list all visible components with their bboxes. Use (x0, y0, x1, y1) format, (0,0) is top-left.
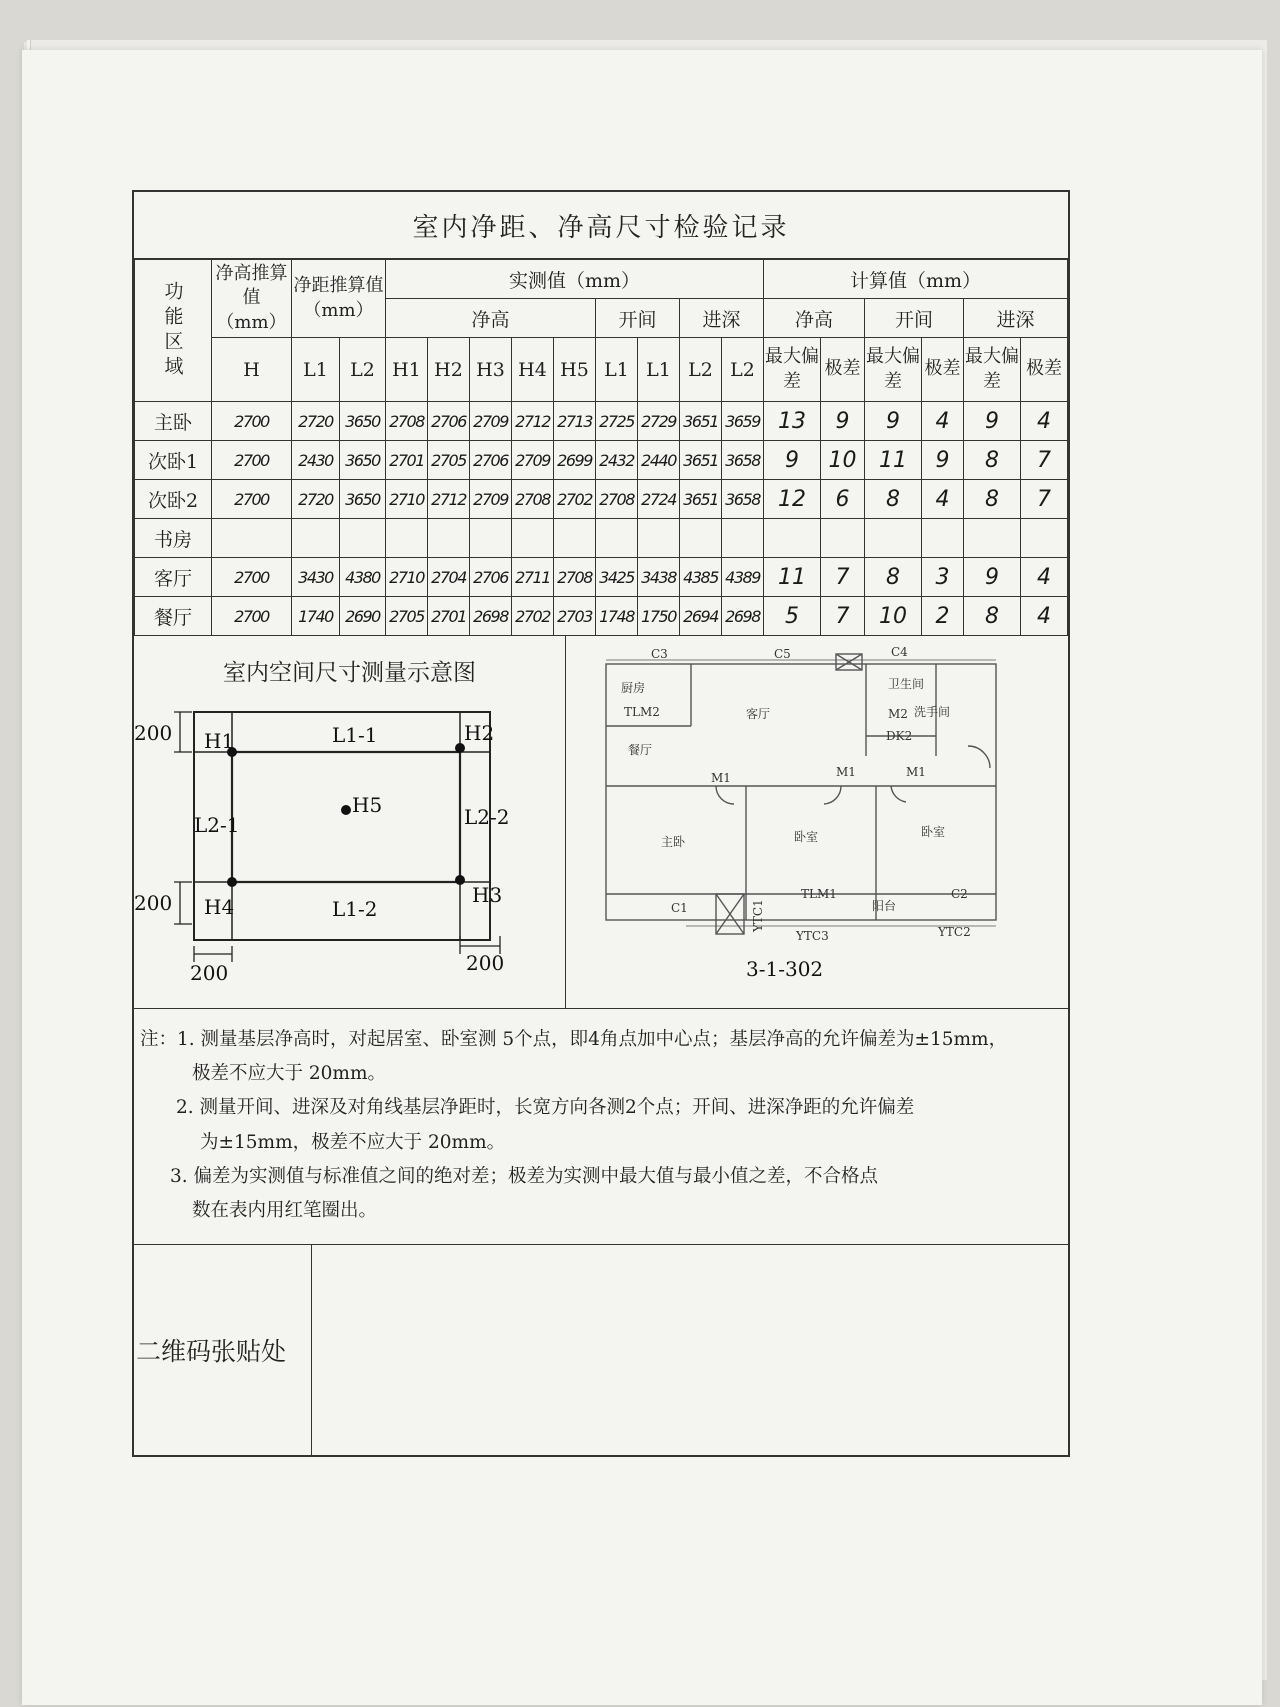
header-c-bay: 开间 (865, 299, 964, 338)
table-row (135, 402, 1068, 441)
cell-h3: 2706 (470, 441, 512, 480)
room-balcony: 阳台 (872, 899, 897, 913)
cell-ml2b (722, 519, 764, 558)
tag-c2: C2 (951, 887, 968, 901)
cell-l2: 4380 (340, 558, 386, 597)
col-d-max-dev: 最大偏差 (964, 338, 1021, 402)
cell-ml1a: 3425 (596, 558, 638, 597)
header-m-net-height: 净高 (386, 299, 596, 338)
cell-hmax: 9 (764, 441, 821, 480)
table-body (135, 402, 1068, 636)
cell-h5: 2699 (554, 441, 596, 480)
col-l2: L2 (340, 338, 386, 402)
cell-ml2a: 3651 (680, 441, 722, 480)
cell-ml2b: 2698 (722, 597, 764, 636)
cell-l1: 2720 (292, 402, 340, 441)
cell-h2: 2701 (428, 597, 470, 636)
room-wash: 洗手间 (914, 705, 951, 719)
cell-hmax: 11 (764, 558, 821, 597)
label-l2-1: L2-1 (194, 813, 240, 837)
cell-l2: 3650 (340, 441, 386, 480)
cell-area: 次卧2 (135, 480, 212, 519)
cell-dmax: 8 (964, 597, 1021, 636)
col-h3: H3 (470, 338, 512, 402)
cell-h1: 2708 (386, 402, 428, 441)
header-h-std: 净高推算值（mm） (212, 260, 292, 338)
cell-h5: 2708 (554, 558, 596, 597)
note-line-5: 3. 偏差为实测值与标准值之间的绝对差；极差为实测中最大值与最小值之差，不合格点 (170, 1165, 879, 1187)
cell-area: 次卧1 (135, 441, 212, 480)
dim-bottom-left: 200 (134, 891, 173, 915)
cell-h4: 2709 (512, 441, 554, 480)
cell-drange: 4 (1021, 402, 1068, 441)
cell-brange: 4 (922, 480, 964, 519)
cell-h4 (512, 519, 554, 558)
cell-hrange: 9 (821, 402, 865, 441)
cell-ml2b: 4389 (722, 558, 764, 597)
cell-h3: 2698 (470, 597, 512, 636)
diagram-title: 室内空间尺寸测量示意图 (223, 660, 476, 686)
table-row (135, 597, 1068, 636)
label-h3: H3 (472, 883, 503, 907)
point-h3 (455, 875, 465, 885)
cell-ml1b: 2724 (638, 480, 680, 519)
note-line-1: 注：1. 测量基层净高时，对起居室、卧室测 5个点，即4角点加中心点；基层净高的允许偏差为±15mm， (140, 1029, 1008, 1050)
cell-h2: 2706 (428, 402, 470, 441)
cell-h2: 2712 (428, 480, 470, 519)
dim-bottom-h: 200 (190, 961, 229, 985)
col-h1: H1 (386, 338, 428, 402)
col-h4: H4 (512, 338, 554, 402)
cell-hmax: 12 (764, 480, 821, 519)
col-h5: H5 (554, 338, 596, 402)
cell-l2 (340, 519, 386, 558)
room-bath: 卫生间 (888, 677, 925, 691)
note-line-3: 2. 测量开间、进深及对角线基层净距时，长宽方向各测2个点；开间、进深净距的允许偏差 (176, 1097, 915, 1119)
cell-h4: 2708 (512, 480, 554, 519)
cell-area: 主卧 (135, 402, 212, 441)
label-h5: H5 (352, 793, 383, 817)
label-h4: H4 (204, 895, 235, 919)
cell-h3 (470, 519, 512, 558)
cell-area: 书房 (135, 519, 212, 558)
cell-l1: 2430 (292, 441, 340, 480)
cell-ml1a: 2725 (596, 402, 638, 441)
cell-hrange: 10 (821, 441, 865, 480)
table-row (135, 441, 1068, 480)
cell-ml2b: 3658 (722, 480, 764, 519)
tag-m2: M2 (888, 707, 908, 721)
header-measured: 实测值（mm） (386, 260, 764, 299)
cell-brange: 2 (922, 597, 964, 636)
header-calc: 计算值（mm） (764, 260, 1068, 299)
cell-h5: 2713 (554, 402, 596, 441)
cell-brange: 3 (922, 558, 964, 597)
col-b-max-dev: 最大偏差 (865, 338, 922, 402)
col-m-l2b: L2 (722, 338, 764, 402)
cell-h5: 2703 (554, 597, 596, 636)
cell-bmax: 11 (865, 441, 922, 480)
cell-ml1b: 3438 (638, 558, 680, 597)
notes-section (134, 1009, 1068, 1245)
cell-l1: 1740 (292, 597, 340, 636)
cell-ml2a (680, 519, 722, 558)
col-h-range: 极差 (821, 338, 865, 402)
cell-h2: 2704 (428, 558, 470, 597)
cell-bmax: 8 (865, 480, 922, 519)
cell-hrange: 6 (821, 480, 865, 519)
cell-dmax (964, 519, 1021, 558)
cell-h4: 2712 (512, 402, 554, 441)
cell-ml2a: 2694 (680, 597, 722, 636)
cell-ml1a (596, 519, 638, 558)
dim-top-left: 200 (134, 721, 173, 745)
cell-h: 2700 (212, 597, 292, 636)
cell-h: 2700 (212, 558, 292, 597)
cell-hrange: 7 (821, 597, 865, 636)
cell-l2: 2690 (340, 597, 386, 636)
cell-h4: 2711 (512, 558, 554, 597)
cell-ml1a: 1748 (596, 597, 638, 636)
cell-bmax: 8 (865, 558, 922, 597)
cell-hmax: 13 (764, 402, 821, 441)
unit-label: 3-1-302 (746, 957, 824, 981)
cell-h: 2700 (212, 480, 292, 519)
cell-brange: 4 (922, 402, 964, 441)
record-table (134, 259, 1068, 636)
room-dining: 餐厅 (628, 743, 653, 757)
cell-h: 2700 (212, 441, 292, 480)
tag-m1-b: M1 (836, 765, 856, 779)
cell-drange: 4 (1021, 558, 1068, 597)
cell-h3: 2706 (470, 558, 512, 597)
floor-plan (566, 636, 1068, 1008)
floor-plan-svg (566, 636, 1065, 1008)
header-c-depth: 进深 (964, 299, 1068, 338)
cell-ml2b: 3658 (722, 441, 764, 480)
col-h2: H2 (428, 338, 470, 402)
room-kitchen: 厨房 (621, 681, 646, 695)
cell-hmax (764, 519, 821, 558)
cell-ml2a: 3651 (680, 402, 722, 441)
cell-drange (1021, 519, 1068, 558)
cell-ml2b: 3659 (722, 402, 764, 441)
cell-ml2a: 4385 (680, 558, 722, 597)
tag-ytc2: YTC2 (938, 925, 971, 939)
cell-h3: 2709 (470, 480, 512, 519)
label-l2-2: L2-2 (464, 805, 510, 829)
cell-brange: 9 (922, 441, 964, 480)
cell-h2: 2705 (428, 441, 470, 480)
table-row (135, 519, 1068, 558)
cell-l2: 3650 (340, 402, 386, 441)
header-m-depth: 进深 (680, 299, 764, 338)
cell-drange: 7 (1021, 480, 1068, 519)
inspection-form (132, 190, 1070, 1457)
room-master: 主卧 (661, 835, 686, 849)
form-title: 室内净距、净高尺寸检验记录 (134, 192, 1068, 259)
qr-paste-area (312, 1245, 1068, 1455)
cell-h1: 2710 (386, 480, 428, 519)
cell-hrange: 7 (821, 558, 865, 597)
room-bed1: 卧室 (794, 830, 819, 844)
room-bed2: 卧室 (921, 825, 946, 839)
label-h2: H2 (464, 721, 495, 745)
note-line-4: 为±15mm，极差不应大于 20mm。 (200, 1131, 506, 1153)
measurement-diagram-svg (134, 636, 565, 1008)
col-b-range: 极差 (922, 338, 964, 402)
cell-l2: 3650 (340, 480, 386, 519)
cell-h1: 2701 (386, 441, 428, 480)
cell-l1: 2720 (292, 480, 340, 519)
cell-area: 餐厅 (135, 597, 212, 636)
cell-l1 (292, 519, 340, 558)
cell-h4: 2702 (512, 597, 554, 636)
tag-c5: C5 (774, 647, 791, 661)
tag-m1-a: M1 (711, 771, 731, 785)
col-m-l2a: L2 (680, 338, 722, 402)
tag-dk2: DK2 (886, 729, 913, 743)
label-h1: H1 (204, 729, 235, 753)
tag-tlm2: TLM2 (624, 705, 660, 719)
cell-l1: 3430 (292, 558, 340, 597)
tag-ytc1: YTC1 (751, 899, 765, 932)
cell-ml1b: 2729 (638, 402, 680, 441)
cell-ml2a: 3651 (680, 480, 722, 519)
cell-dmax: 8 (964, 480, 1021, 519)
col-m-l1a: L1 (596, 338, 638, 402)
cell-drange: 4 (1021, 597, 1068, 636)
cell-h: 2700 (212, 402, 292, 441)
tag-m1-c: M1 (906, 765, 926, 779)
tag-c3: C3 (651, 647, 668, 661)
table-row (135, 480, 1068, 519)
cell-h3: 2709 (470, 402, 512, 441)
cell-h1: 2705 (386, 597, 428, 636)
cell-bmax (865, 519, 922, 558)
note-line-6: 数在表内用红笔圈出。 (192, 1200, 378, 1222)
cell-ml1b (638, 519, 680, 558)
header-area: 功能区域 (135, 260, 212, 402)
col-h: H (212, 338, 292, 402)
tag-c1: C1 (671, 901, 688, 915)
header-l-std: 净距推算值（mm） (292, 260, 386, 338)
cell-dmax: 9 (964, 402, 1021, 441)
header-m-bay: 开间 (596, 299, 680, 338)
cell-ml1a: 2708 (596, 480, 638, 519)
point-h5 (341, 805, 351, 815)
cell-dmax: 9 (964, 558, 1021, 597)
cell-area: 客厅 (135, 558, 212, 597)
cell-h5 (554, 519, 596, 558)
cell-ml1b: 1750 (638, 597, 680, 636)
tag-c4: C4 (891, 645, 908, 659)
cell-bmax: 10 (865, 597, 922, 636)
cell-ml1a: 2432 (596, 441, 638, 480)
cell-dmax: 8 (964, 441, 1021, 480)
col-d-range: 极差 (1021, 338, 1068, 402)
cell-hmax: 5 (764, 597, 821, 636)
col-m-l1b: L1 (638, 338, 680, 402)
label-l1-1: L1-1 (332, 723, 378, 747)
dim-bottom-right: 200 (466, 951, 505, 975)
room-living: 客厅 (746, 707, 771, 721)
point-h4 (227, 877, 237, 887)
table-row (135, 558, 1068, 597)
cell-hrange (821, 519, 865, 558)
header-c-net-height: 净高 (764, 299, 865, 338)
qr-section (134, 1245, 1068, 1455)
cell-h1: 2710 (386, 558, 428, 597)
note-line-2: 极差不应大于 20mm。 (192, 1063, 387, 1085)
cell-h5: 2702 (554, 480, 596, 519)
cell-h (212, 519, 292, 558)
col-h-max-dev: 最大偏差 (764, 338, 821, 402)
col-l1: L1 (292, 338, 340, 402)
cell-drange: 7 (1021, 441, 1068, 480)
diagram-section (134, 636, 1068, 1009)
cell-h1 (386, 519, 428, 558)
cell-ml1b: 2440 (638, 441, 680, 480)
label-l1-2: L1-2 (332, 897, 378, 921)
cell-bmax: 9 (865, 402, 922, 441)
cell-brange (922, 519, 964, 558)
tag-tlm1: TLM1 (801, 887, 837, 901)
measurement-diagram (134, 636, 566, 1008)
qr-label: 二维码张贴处 (134, 1245, 312, 1455)
tag-ytc3: YTC3 (796, 929, 829, 943)
cell-h2 (428, 519, 470, 558)
